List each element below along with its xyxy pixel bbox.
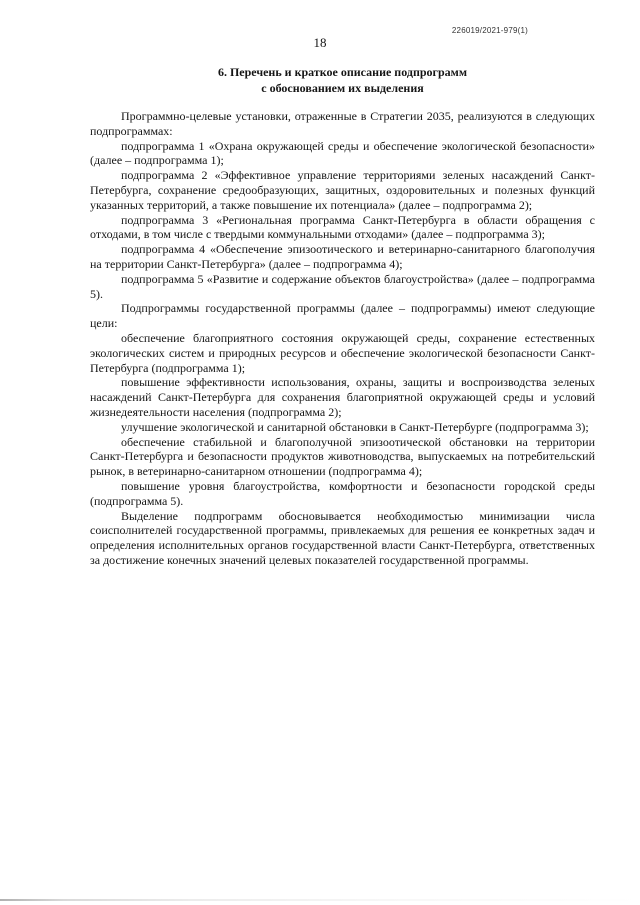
document-id: 226019/2021-979(1) bbox=[451, 26, 528, 35]
paragraph-goal-1: обеспечение благоприятного состояния окружающей среды, сохранение естественных экологических систем и природных ресурсов и обеспечение экологической безопасности Санкт-Петербурга (подпрограмма 1); bbox=[90, 330, 595, 375]
paragraph-subprogram-5: подпрограмма 5 «Развитие и содержание объектов благоустройства» (далее – подпрограмма 5). bbox=[90, 271, 595, 301]
paragraph-goal-2: повышение эффективности использования, охраны, защиты и воспроизводства зеленых насаждений Санкт-Петербурга для сохранения благоприятной окружающей среды и условий жизнедеятельности населения (подпрограмма 2); bbox=[90, 375, 595, 419]
paragraph-goal-4: обеспечение стабильной и благополучной эпизоотической обстановки на территории Санкт-Петербурга и безопасности продуктов животноводства, выпускаемых на потребительский рынок, в ветеринарно-санитарном отношении (подпрограмма 4); bbox=[90, 434, 595, 479]
paragraph-subprogram-4: подпрограмма 4 «Обеспечение эпизоотического и ветеринарно-санитарного благополучия на территории Санкт-Петербурга» (далее – подпрограмма 4); bbox=[90, 242, 595, 271]
section-heading-line-1: 6. Перечень и краткое описание подпрограмм bbox=[217, 65, 468, 79]
paragraph-goals-intro: Подпрограммы государственной программы (далее – подпрограммы) имеют следующие цели: bbox=[90, 301, 595, 331]
paragraph-rationale: Выделение подпрограмм обосновывается необходимостью минимизации числа соисполнителей государственной программы, привлекаемых для решения ее конкретных задач и определения исполнительных органов государственной власти Санкт-Петербурга, ответственных за достижение конечных значений целевых показателей государственной программы. bbox=[90, 508, 595, 567]
scan-edge-mark bbox=[0, 899, 640, 901]
document-body bbox=[90, 109, 595, 568]
page-number: 18 bbox=[313, 35, 327, 50]
section-heading-line-2: с обоснованием их выделения bbox=[261, 81, 424, 95]
paragraph-subprogram-1: подпрограмма 1 «Охрана окружающей среды и обеспечение экологической безопасности» (далее – подпрограмма 1); bbox=[90, 138, 595, 168]
paragraph-subprogram-2: подпрограмма 2 «Эффективное управление территориями зеленых насаждений Санкт-Петербурга, сохранение средообразующих, защитных, оздоровительных и полезных функций указанных территорий, а также повышение их потенциала» (далее – подпрограмма 2); bbox=[90, 168, 595, 212]
paragraph-goal-3: улучшение экологической и санитарной обстановки в Санкт-Петербурге (подпрограмма 3); bbox=[121, 419, 589, 434]
section-heading bbox=[90, 64, 595, 96]
paragraph-intro: Программно-целевые установки, отраженные в Стратегии 2035, реализуются в следующих подпрограммах: bbox=[90, 109, 595, 138]
paragraph-subprogram-3: подпрограмма 3 «Региональная программа Санкт-Петербурга в области обращения с отходами, в том числе с твердыми коммунальными отходами» (далее – подпрограмма 3); bbox=[90, 212, 595, 242]
paragraph-goal-5: повышение уровня благоустройства, комфортности и безопасности городской среды (подпрограмма 5). bbox=[90, 478, 595, 508]
